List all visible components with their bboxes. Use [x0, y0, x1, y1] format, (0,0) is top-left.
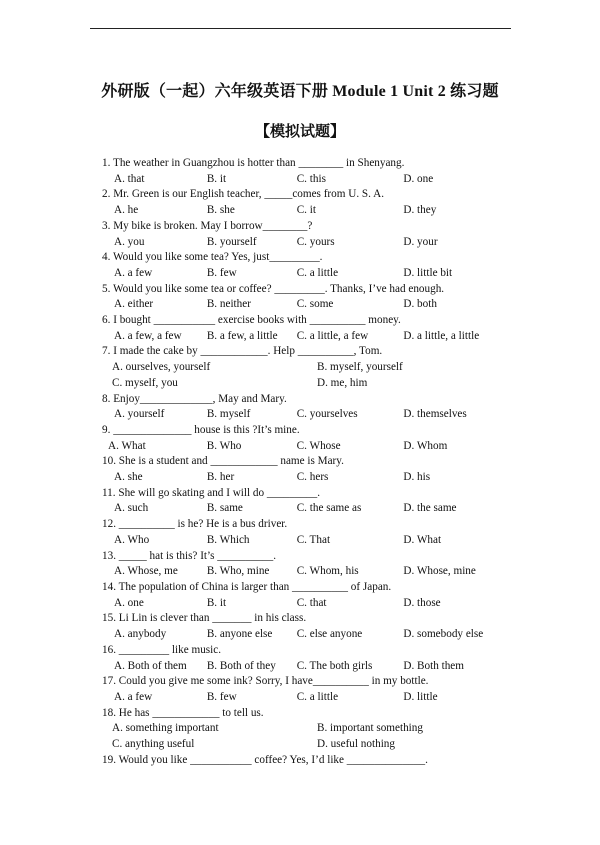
- question-stem: 6. I bought ___________ exercise books with __________ money.: [102, 314, 401, 327]
- question-14: [102, 580, 512, 611]
- option-a: A. she: [114, 471, 143, 484]
- option-d: D. the same: [403, 502, 457, 515]
- section-title: 【模拟试题】: [254, 124, 345, 140]
- option-a: A. he: [114, 204, 139, 217]
- question-list: [102, 156, 512, 768]
- question-2: [102, 187, 512, 218]
- option-a: A. yourself: [114, 408, 165, 421]
- document-title: 外研版（一起）六年级英语下册 Module 1 Unit 2 练习题: [101, 83, 499, 100]
- option-a: A. a few: [114, 266, 153, 279]
- question-options: [102, 501, 512, 517]
- option-b: B. Which: [206, 533, 250, 546]
- question-options: [102, 439, 512, 455]
- option-d: D. a little, a little: [403, 329, 480, 342]
- question-options-row-1: [102, 360, 512, 376]
- question-stem: 13. _____ hat is this? It’s __________.: [102, 549, 277, 562]
- option-b: B. her: [206, 471, 235, 484]
- option-b: B. a few, a little: [206, 329, 278, 342]
- question-options-row-2: [102, 737, 512, 753]
- question-options: [102, 266, 512, 282]
- question-stem: 7. I made the cake by ____________. Help __________, Tom.: [102, 345, 383, 358]
- option-b: B. myself, yourself: [317, 361, 403, 374]
- question-options: [102, 297, 512, 313]
- question-10: [102, 454, 512, 485]
- question-17: [102, 674, 512, 705]
- question-5: [102, 282, 512, 313]
- question-8: [102, 392, 512, 423]
- question-7: [102, 344, 512, 391]
- question-stem: 4. Would you like some tea? Yes, just_________.: [102, 251, 323, 264]
- question-1: [102, 156, 512, 187]
- question-stem: 16. _________ like music.: [102, 643, 222, 656]
- option-a: A. a few, a few: [114, 329, 182, 342]
- question-options: [102, 564, 512, 580]
- question-16: [102, 643, 512, 674]
- question-6: [102, 313, 512, 344]
- option-b: B. myself: [206, 408, 251, 421]
- question-options-row-2: [102, 376, 512, 392]
- option-c: C. some: [296, 298, 334, 311]
- option-b: B. neither: [206, 298, 251, 311]
- question-stem: 3. My bike is broken. May I borrow________?: [102, 219, 313, 232]
- question-15: [102, 611, 512, 642]
- question-options: [102, 470, 512, 486]
- option-d: D. What: [403, 533, 442, 546]
- option-b: B. yourself: [206, 235, 257, 248]
- question-18: [102, 706, 512, 753]
- option-a: A. you: [114, 235, 145, 248]
- option-d: D. little bit: [403, 266, 453, 279]
- option-b: B. it: [206, 596, 227, 609]
- question-options: [102, 659, 512, 675]
- question-options: [102, 690, 512, 706]
- option-a: A. What: [108, 439, 146, 452]
- option-b: B. anyone else: [206, 628, 273, 641]
- option-b: B. Both of they: [206, 659, 276, 672]
- question-options: [102, 329, 512, 345]
- question-12: [102, 517, 512, 548]
- question-stem: 1. The weather in Guangzhou is hotter than ________ in Shenyang.: [102, 157, 405, 169]
- option-a: A. Who: [114, 533, 150, 546]
- option-d: D. one: [403, 172, 434, 185]
- option-d: D. both: [403, 298, 437, 311]
- option-b: B. few: [206, 266, 237, 279]
- option-a: A. either: [114, 298, 154, 311]
- question-stem: 10. She is a student and ____________ name is Mary.: [102, 455, 344, 468]
- question-stem: 12. __________ is he? He is a bus driver.: [102, 518, 288, 531]
- question-stem: 2. Mr. Green is our English teacher, _____comes from U. S. A.: [102, 188, 384, 201]
- question-options: [102, 596, 512, 612]
- option-d: D. little: [403, 690, 438, 703]
- option-c: C. this: [296, 172, 326, 185]
- option-a: A. ourselves, yourself: [112, 361, 211, 374]
- option-c: C. a little: [296, 266, 339, 279]
- option-c: C. that: [296, 596, 327, 609]
- question-stem: 15. Li Lin is clever than _______ in his class.: [102, 612, 307, 625]
- question-options: [102, 627, 512, 643]
- header-rule: [90, 28, 511, 29]
- option-b: B. important something: [317, 722, 423, 735]
- option-c: C. anything useful: [112, 738, 195, 751]
- question-3: [102, 219, 512, 250]
- question-stem: 11. She will go skating and I will do _________.: [102, 486, 321, 499]
- question-19: [102, 753, 512, 769]
- option-c: C. it: [296, 204, 316, 217]
- option-d: D. Whose, mine: [403, 565, 476, 578]
- option-a: A. a few: [114, 690, 153, 703]
- option-b: B. same: [206, 502, 243, 515]
- option-c: C. a little: [296, 690, 339, 703]
- option-a: A. Whose, me: [114, 565, 178, 578]
- question-stem: 5. Would you like some tea or coffee? _________. Thanks, I’ve had enough.: [102, 282, 445, 295]
- question-4: [102, 250, 512, 281]
- option-c: C. Whom, his: [296, 565, 359, 578]
- question-options: [102, 407, 512, 423]
- option-a: A. one: [114, 596, 144, 609]
- option-c: C. the same as: [296, 502, 362, 515]
- question-11: [102, 486, 512, 517]
- question-options-row-1: [102, 721, 512, 737]
- option-d: D. me, him: [317, 376, 368, 389]
- option-c: C. The both girls: [296, 659, 373, 672]
- option-b: B. few: [206, 690, 237, 703]
- option-b: B. she: [206, 204, 235, 217]
- option-d: D. your: [403, 235, 438, 248]
- question-stem: 14. The population of China is larger than __________ of Japan.: [102, 580, 392, 593]
- question-9: [102, 423, 512, 454]
- option-c: C. else anyone: [296, 628, 363, 641]
- question-options: [102, 203, 512, 219]
- option-d: D. useful nothing: [317, 738, 395, 751]
- option-c: C. myself, you: [112, 376, 178, 389]
- option-c: C. hers: [296, 471, 329, 484]
- option-d: D. Both them: [403, 659, 464, 672]
- option-b: B. Who: [206, 439, 242, 452]
- option-d: D. they: [403, 204, 437, 217]
- question-options: [102, 235, 512, 251]
- option-d: D. those: [403, 596, 441, 609]
- option-c: C. Whose: [296, 439, 341, 452]
- question-13: [102, 549, 512, 580]
- question-stem: 18. He has ____________ to tell us.: [102, 706, 264, 719]
- question-options: [102, 533, 512, 549]
- option-a: A. anybody: [114, 628, 167, 641]
- option-d: D. Whom: [403, 439, 448, 452]
- option-c: C. a little, a few: [296, 329, 369, 342]
- option-d: D. his: [403, 471, 431, 484]
- option-c: C. That: [296, 533, 331, 546]
- question-stem: 9. ______________ house is this ?It’s mine.: [102, 423, 300, 436]
- option-b: B. Who, mine: [206, 565, 270, 578]
- option-d: D. themselves: [403, 408, 467, 421]
- option-a: A. Both of them: [114, 659, 187, 672]
- option-c: C. yourselves: [296, 408, 358, 421]
- option-a: A. such: [114, 502, 149, 515]
- question-options: [102, 172, 512, 188]
- question-stem: 17. Could you give me some ink? Sorry, I have__________ in my bottle.: [102, 675, 429, 688]
- question-stem: 8. Enjoy_____________, May and Mary.: [102, 392, 287, 405]
- option-d: D. somebody else: [403, 628, 484, 641]
- option-b: B. it: [206, 172, 227, 185]
- option-a: A. that: [114, 172, 145, 185]
- option-c: C. yours: [296, 235, 335, 248]
- option-a: A. something important: [112, 722, 219, 735]
- question-stem: 19. Would you like ___________ coffee? Yes, I’d like ______________.: [102, 753, 428, 766]
